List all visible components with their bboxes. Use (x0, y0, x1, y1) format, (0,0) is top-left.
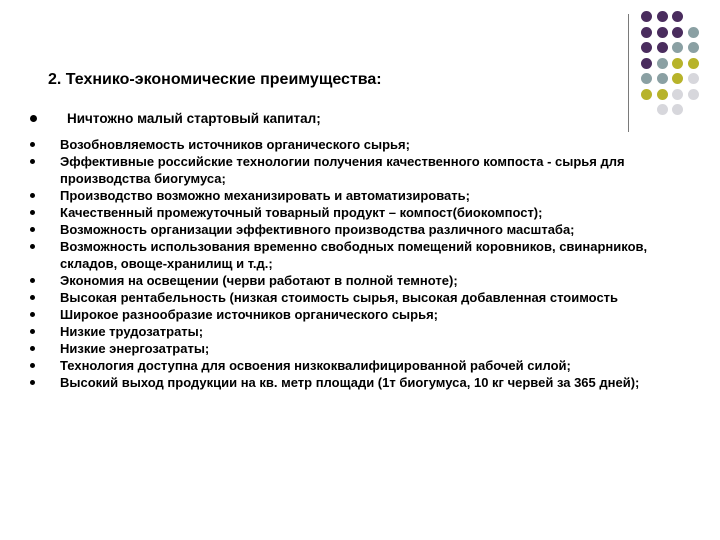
list-item (30, 357, 660, 374)
list-item-text: Экономия на освещении (черви работают в полной темноте); (60, 273, 458, 288)
decorative-dot (672, 27, 683, 38)
list-item-text: Возможность организации эффективного производства различного масштаба; (60, 222, 575, 237)
decorative-dot (688, 89, 699, 100)
list-item (30, 221, 660, 238)
decorative-dot (641, 11, 652, 22)
list-item-text: Низкие энергозатраты; (60, 341, 210, 356)
bullet-icon (30, 159, 35, 164)
list-item (30, 340, 660, 357)
decorative-dot (657, 89, 668, 100)
decorative-dot (657, 27, 668, 38)
bullet-icon (30, 329, 35, 334)
list-item (30, 272, 660, 289)
list-item-text: Эффективные российские технологии получения качественного компоста - сырья для производства биогумуса; (60, 154, 625, 186)
decorative-dot (688, 42, 699, 53)
list-item (30, 374, 660, 391)
decorative-dot (672, 11, 683, 22)
bullet-icon (30, 346, 35, 351)
decorative-dot (672, 73, 683, 84)
bullet-icon (30, 142, 35, 147)
list-item (30, 187, 660, 204)
decorative-dot (672, 42, 683, 53)
decorative-dot (688, 58, 699, 69)
decorative-dot (641, 42, 652, 53)
list-item-text: Возобновляемость источников органического сырья; (60, 137, 410, 152)
list-item-text: Высокий выход продукции на кв. метр площади (1т биогумуса, 10 кг червей за 365 дней); (60, 375, 640, 390)
bullet-icon (30, 295, 35, 300)
bullet-list (30, 110, 660, 391)
decorative-dot (672, 89, 683, 100)
bullet-icon (30, 278, 35, 283)
decorative-dot (641, 27, 652, 38)
list-item-text: Высокая рентабельность (низкая стоимость сырья, высокая добавленная стоимость (60, 290, 619, 305)
decorative-dot (688, 27, 699, 38)
list-item (30, 323, 660, 340)
slide-title: 2. Технико-экономические преимущества: (48, 71, 382, 88)
bullet-icon (30, 227, 35, 232)
decorative-dot (657, 42, 668, 53)
bullet-icon (30, 363, 35, 368)
list-item-text: Низкие трудозатраты; (60, 324, 204, 339)
list-item (30, 306, 660, 323)
list-item-text: Качественный промежуточный товарный продукт – компост(биокомпост); (60, 205, 543, 220)
bullet-icon (30, 210, 35, 215)
decorative-dot (657, 73, 668, 84)
decorative-dot (672, 58, 683, 69)
list-item-text: Широкое разнообразие источников органического сырья; (60, 307, 438, 322)
decorative-dot (672, 104, 683, 115)
decorative-dot (641, 73, 652, 84)
decorative-dot (641, 89, 652, 100)
bullet-icon (30, 380, 35, 385)
bullet-icon (30, 312, 35, 317)
decorative-dot (657, 11, 668, 22)
bullet-icon (30, 115, 37, 122)
list-item (30, 289, 660, 306)
list-item (30, 204, 660, 221)
decorative-dot (688, 73, 699, 84)
list-item (30, 238, 660, 272)
list-item-text: Производство возможно механизировать и автоматизировать; (60, 188, 470, 203)
decorative-dot (641, 58, 652, 69)
list-item (30, 110, 660, 127)
list-item-text: Возможность использования временно свободных помещений коровников, свинарников, складов, овоще-хранилищ и т.д.; (60, 239, 648, 271)
list-item-text: Технология доступна для освоения низкоквалифицированной рабочей силой; (60, 358, 571, 373)
list-item (30, 153, 660, 187)
list-item (30, 136, 660, 153)
bullet-icon (30, 193, 35, 198)
decorative-dot (657, 58, 668, 69)
list-item-text: Ничтожно малый стартовый капитал; (67, 111, 321, 126)
bullet-icon (30, 244, 35, 249)
